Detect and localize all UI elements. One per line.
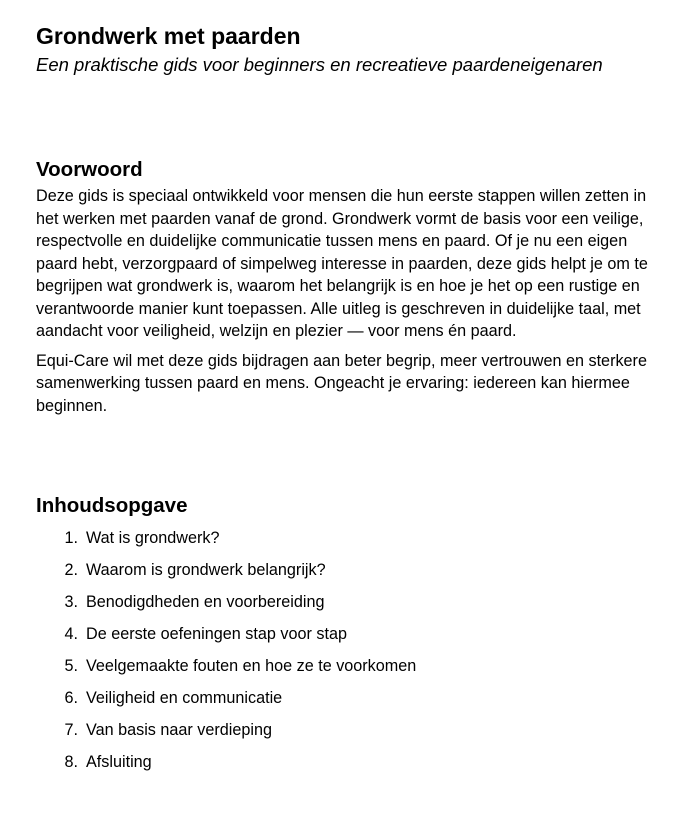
toc-item-number: 8. [64, 753, 78, 771]
foreword-section [36, 157, 661, 417]
toc-item-label: Waarom is grondwerk belangrijk? [86, 561, 326, 579]
toc-item-number: 5. [64, 657, 78, 675]
document-subtitle: Een praktische gids voor beginners en recreatieve paardeneigenaren [36, 54, 603, 75]
toc-item-4 [36, 623, 661, 655]
toc-item-5 [36, 655, 661, 687]
toc-item-label: Veiligheid en communicatie [86, 689, 283, 707]
toc-item-label: Afsluiting [86, 753, 152, 771]
document-title: Grondwerk met paarden [36, 23, 301, 49]
toc-item-number: 3. [64, 593, 78, 611]
toc-item-label: Van basis naar verdieping [86, 721, 272, 739]
toc-item-1 [36, 527, 661, 559]
toc-item-number: 2. [64, 561, 78, 579]
toc-item-2 [36, 559, 661, 591]
foreword-heading: Voorwoord [36, 158, 143, 181]
toc-item-label: Benodigdheden en voorbereiding [86, 593, 325, 611]
toc-item-6 [36, 687, 661, 719]
toc-heading: Inhoudsopgave [36, 494, 188, 517]
toc-item-number: 1. [64, 529, 78, 547]
toc-item-8 [36, 751, 661, 783]
toc-item-7 [36, 719, 661, 751]
foreword-paragraph-1: Deze gids is speciaal ontwikkeld voor mensen die hun eerste stappen willen zetten in het werken met paarden vanaf de grond. Grondwerk vormt de basis voor een veilige, respectvolle en duidelijke communicatie tussen mens en paard. Of je nu een eigen paard hebt, verzorgpaard of simpelweg interesse in paarden, deze gids helpt je om te begrijpen wat grondwerk is, waarom het belangrijk is en hoe je het op een rustige en verantwoorde manier kunt toepassen. Alle uitleg is geschreven in duidelijke taal, met aandacht voor veiligheid, welzijn en plezier — voor mens én paard. [36, 187, 648, 340]
toc-item-number: 6. [64, 689, 78, 707]
toc-item-number: 7. [64, 721, 78, 739]
toc-item-3 [36, 591, 661, 623]
foreword-paragraph-2: Equi-Care wil met deze gids bijdragen aan beter begrip, meer vertrouwen en sterkere samenwerking tussen paard en mens. Ongeacht je ervaring: iedereen kan hiermee beginnen. [36, 351, 647, 415]
toc-item-label: De eerste oefeningen stap voor stap [86, 625, 347, 643]
toc-item-number: 4. [64, 625, 78, 643]
toc-section [36, 493, 661, 783]
toc-item-label: Wat is grondwerk? [86, 529, 220, 547]
toc-item-label: Veelgemaakte fouten en hoe ze te voorkomen [86, 657, 417, 675]
toc-list [36, 527, 661, 783]
